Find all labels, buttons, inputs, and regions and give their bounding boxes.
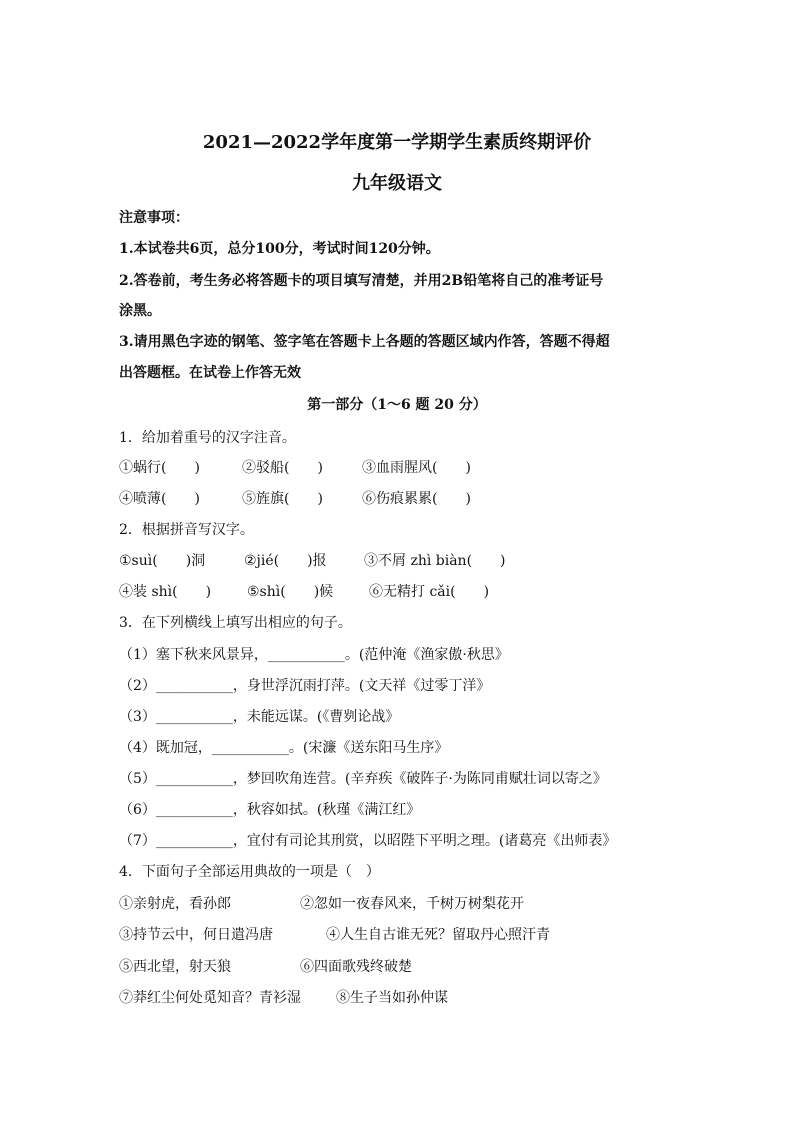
exam-subtitle: 九年级语文 bbox=[352, 173, 442, 194]
q1-item-3: ③血雨腥风( ) bbox=[362, 460, 471, 476]
q4-option-2: ②忽如一夜春风来，千树万树梨花开 bbox=[300, 896, 524, 912]
q2-item-6: ⑥无精打 cǎi( ) bbox=[369, 584, 490, 600]
q1-item-5: ⑤旌旗( ) bbox=[242, 491, 323, 507]
q2-item-5: ⑤shì( )候 bbox=[247, 584, 334, 600]
q3-line-6: （6）___________，秋容如拭。(秋瑾《满江红》 bbox=[119, 802, 421, 818]
notice-item-3-line-1: 3.请用黑色字迹的钢笔、签字笔在答题卡上各题的答题区域内作答，答题不得超 bbox=[119, 334, 610, 350]
q3-line-1: （1）塞下秋来风景异，___________。(范仲淹《渔家傲·秋思》 bbox=[119, 647, 509, 663]
q2-item-2: ②jié( )报 bbox=[244, 553, 327, 569]
q4-option-7: ⑦莽红尘何处觅知音？青衫湿 bbox=[119, 990, 301, 1006]
q2-item-4: ④装 shì( ) bbox=[119, 584, 212, 600]
q2-item-3: ③不屑 zhì biàn( ) bbox=[364, 553, 506, 569]
q3-line-7: （7）___________，宜付有司论其刑赏，以昭陛下平明之理。(诸葛亮《出师表》 bbox=[119, 833, 617, 849]
part1-heading: 第一部分（1～6 题 20 分） bbox=[307, 397, 487, 413]
q4-option-3: ③持节云中，何日遣冯唐 bbox=[119, 927, 273, 943]
notice-item-1: 1.本试卷共6页，总分100分，考试时间120分钟。 bbox=[119, 241, 440, 257]
q2-item-1: ①suì( )洞 bbox=[119, 553, 206, 569]
q4-option-8: ⑧生子当如孙仲谋 bbox=[336, 990, 448, 1006]
q3-line-4: （4）既加冠，___________。(宋濂《送东阳马生序》 bbox=[119, 740, 449, 756]
notice-item-3-line-2: 出答题框。在试卷上作答无效 bbox=[119, 365, 301, 381]
notice-item-2-line-2: 涂黑。 bbox=[119, 303, 161, 319]
question-3-prompt: 3．在下列横线上填写出相应的句子。 bbox=[119, 615, 352, 631]
question-2-prompt: 2．根据拼音写汉字。 bbox=[119, 522, 254, 538]
q1-item-6: ⑥伤痕累累( ) bbox=[362, 491, 471, 507]
notice-item-2-line-1: 2.答卷前，考生务必将答题卡的项目填写清楚，并用2B铅笔将自己的准考证号 bbox=[119, 273, 604, 289]
q4-option-5: ⑤西北望，射天狼 bbox=[119, 959, 231, 975]
q4-option-4: ④人生自古谁无死？留取丹心照汗青 bbox=[326, 927, 550, 943]
notice-heading: 注意事项： bbox=[119, 210, 189, 226]
q3-line-3: （3）___________，未能远谋。(《曹刿论战》 bbox=[119, 709, 400, 725]
q4-option-6: ⑥四面歌残终破楚 bbox=[300, 959, 412, 975]
q4-option-1: ①亲射虎，看孙郎 bbox=[119, 896, 231, 912]
question-4-prompt: 4．下面句子全部运用典故的一项是（ ） bbox=[119, 864, 380, 880]
q1-item-2: ②驳船( ) bbox=[242, 460, 323, 476]
q1-item-1: ①蜗行( ) bbox=[119, 460, 200, 476]
exam-title: 2021—2022学年度第一学期学生素质终期评价 bbox=[202, 132, 592, 153]
question-1-prompt: 1．给加着重号的汉字注音。 bbox=[119, 430, 296, 446]
q3-line-2: （2）___________，身世浮沉雨打萍。(文天祥《过零丁洋》 bbox=[119, 678, 491, 694]
q3-line-5: （5）___________，梦回吹角连营。(辛弃疾《破阵子·为陈同甫赋壮词以寄之》 bbox=[119, 771, 607, 787]
q1-item-4: ④喷薄( ) bbox=[119, 491, 200, 507]
